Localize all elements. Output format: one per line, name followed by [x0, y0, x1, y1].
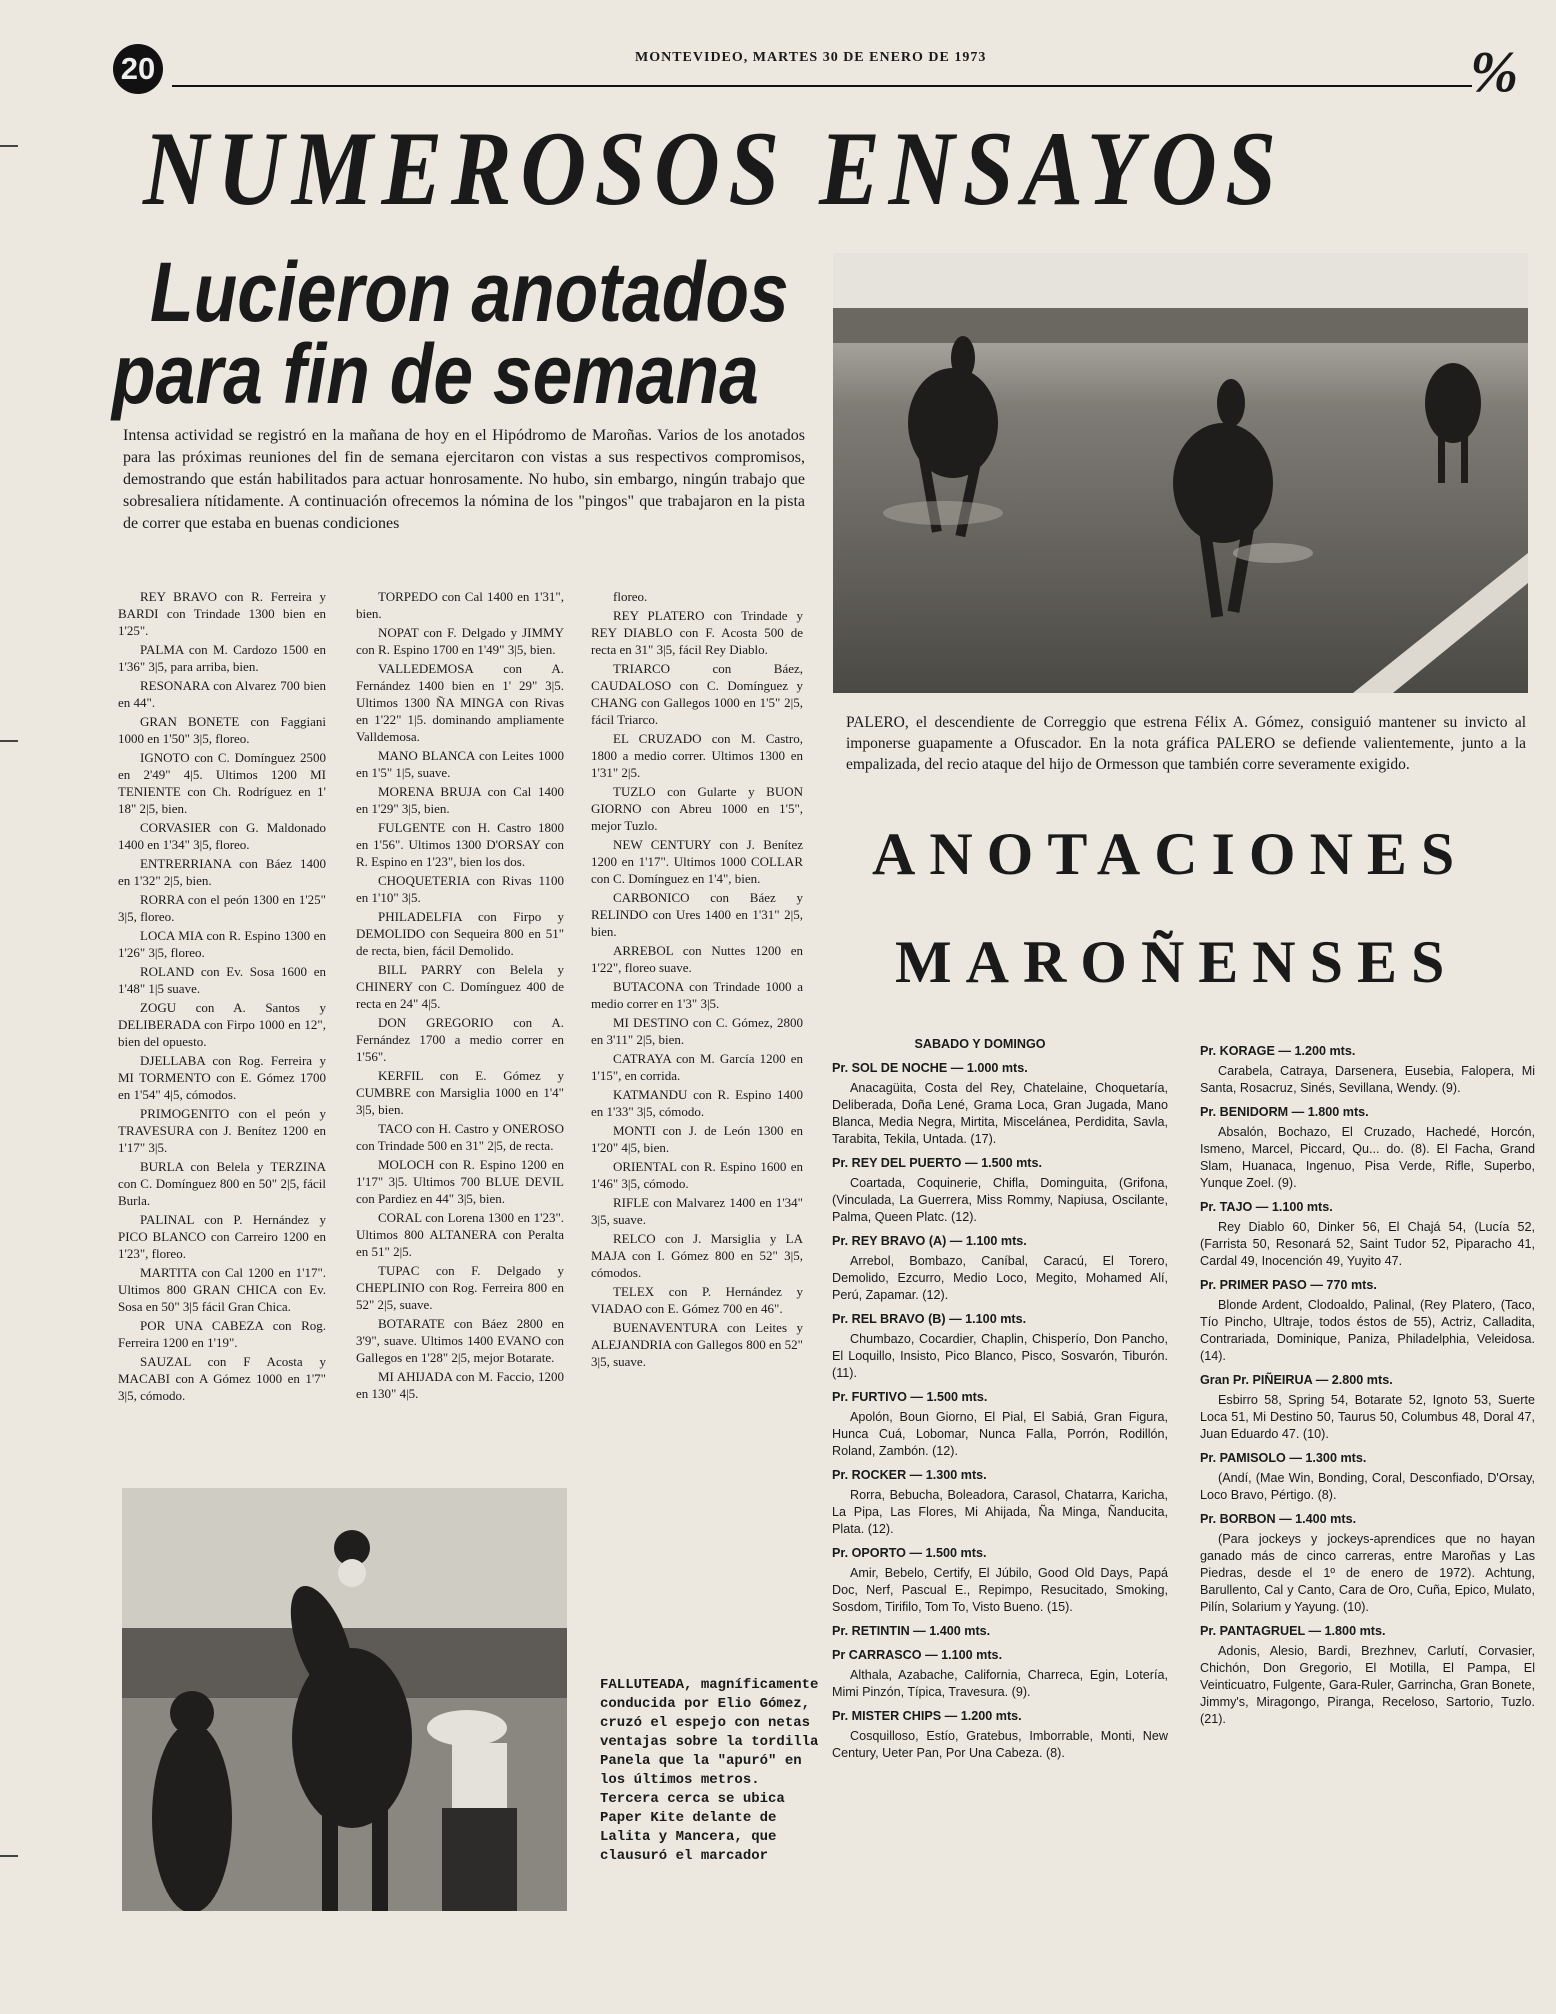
workout-entry: MOLOCH con R. Espino 1200 en 1'17" 3|5. Ultimos 700 BLUE DEVIL con Pardiez en 44" 3|5, bien.	[356, 1157, 564, 1206]
race-photo	[833, 253, 1528, 693]
workouts-column-1	[118, 588, 326, 1406]
section-title-line1: ANOTACIONES	[872, 821, 1469, 887]
race-photo-caption: PALERO, el descendiente de Correggio que estrena Félix A. Gómez, consiguió mantener su invicto al imponerse guapamente a Ofuscador. En la nota gráfica PALERO se defiende valientemente, junto a la empalizada, del recio ataque del hijo de Ormesson que también corre severamente exigido.	[846, 714, 1526, 773]
workout-entry: SAUZAL con F Acosta y MACABI con A Gómez 1000 en 1'7" 3|5, cómodo.	[118, 1354, 326, 1403]
race-entries: Absalón, Bochazo, El Cruzado, Hachedé, Horcón, Ismeno, Marcel, Piccard, Qu... do. (8). El Facha, Grand Slam, Huanaca, Ingenuo, Pisa Verde, Rifle, Superbo, Yunque Zoel. (9).	[1200, 1125, 1535, 1190]
race-title: Pr. MISTER CHIPS — 1.200 mts.	[832, 1709, 1022, 1723]
header-rule	[172, 85, 1472, 87]
race-title: Pr. REL BRAVO (B) — 1.100 mts.	[832, 1312, 1027, 1326]
race-entries: Adonis, Alesio, Bardi, Brezhnev, Carlutí, Corvasier, Chichón, Don Gregorio, El Motilla, El Pampa, El Veinticuatro, Fulgente, Gara-Ruler, Garrincha, Gran Bonete, Jimmy's, Miragongo, Piranga, Receloso, Sartorio, Tuzlo. (21).	[1200, 1644, 1535, 1726]
workout-entry: RELCO con J. Marsiglia y LA MAJA con I. Gómez 800 en 52" 3|5, cómodos.	[591, 1231, 803, 1280]
workout-entry: TRIARCO con Báez, CAUDALOSO con C. Domínguez y CHANG con Gallegos 1000 en 1'5" 2|5, fácil Triarco.	[591, 661, 803, 727]
workout-entry: LOCA MIA con R. Espino 1300 en 1'26" 3|5, floreo.	[118, 928, 326, 960]
workout-entry: TUPAC con F. Delgado y CHEPLINIO con Rog. Ferreira 800 en 52" 2|5, suave.	[356, 1263, 564, 1312]
race-title: Pr. RETINTIN — 1.400 mts.	[832, 1624, 991, 1638]
workout-entry: VALLEDEMOSA con A. Fernández 1400 bien en 1' 29" 3|5. Ultimos 1300 ÑA MINGA con Rivas en 1'22" 1|5. dominando ampliamente Valldemosa.	[356, 661, 564, 744]
workout-entry: REY PLATERO con Trindade y REY DIABLO con F. Acosta 500 de recta en 31" 3|5, fácil Rey Diablo.	[591, 608, 803, 657]
workout-entry: BUTACONA con Trindade 1000 a medio correr en 1'3" 3|5.	[591, 979, 803, 1011]
race-entries: Rey Diablo 60, Dinker 56, El Chajá 54, (Lucía 52, (Farrista 50, Resonará 52, Saint Tudor 52, Piparacho 41, Cardal 49, Inocención 49, Yuyito 47.	[1200, 1220, 1535, 1268]
race-entries: (Andí, (Mae Win, Bonding, Coral, Desconfiado, D'Orsay, Loco Bravo, Pértigo. (8).	[1200, 1471, 1535, 1502]
intro-paragraph: Intensa actividad se registró en la mañana de hoy en el Hipódromo de Maroñas. Varios de los anotados para las próximas reuniones del fin de semana ejercitaron con vistas a sus respectivos compromisos, demostrando que están habilitados para actuar honrosamente. No hubo, sin embargo, ningún trabajo que sobresaliera nítidamente. A continuación ofrecemos la nómina de los "pingos" que trabajaron en la pista de correr que estaba en buenas condiciones	[123, 427, 805, 532]
workout-entry: ZOGU con A. Santos y DELIBERADA con Firpo 1000 en 12", bien del opuesto.	[118, 1000, 326, 1049]
entries-day-heading: SABADO Y DOMINGO	[914, 1037, 1046, 1051]
workout-entry: BOTARATE con Báez 2800 en 3'9", suave. Ultimos 1400 EVANO con Gallegos en 1'28" 2|5, mejor Botarate.	[356, 1316, 564, 1365]
headline: NUMEROSOS ENSAYOS	[143, 110, 1285, 227]
section-title-line2: MAROÑENSES	[895, 929, 1459, 995]
race-title: Pr. BORBON — 1.400 mts.	[1200, 1512, 1357, 1526]
race-entries: Blonde Ardent, Clodoaldo, Palinal, (Rey Platero, (Taco, Tío Pincho, Ultraje, todos éstos de 55), Actriz, Calladita, Contrariada, Dominique, Paniza, Philadelphia, Veleidosa. (14).	[1200, 1298, 1535, 1363]
workout-entry: MONTI con J. de León 1300 en 1'20" 4|5, bien.	[591, 1123, 803, 1155]
race-title: Pr. KORAGE — 1.200 mts.	[1200, 1044, 1356, 1058]
workout-entry: ORIENTAL con R. Espino 1600 en 1'46" 3|5, cómodo.	[591, 1159, 803, 1191]
workout-entry: RESONARA con Alvarez 700 bien en 44".	[118, 678, 326, 710]
race-entries: Cosquilloso, Estío, Gratebus, Imborrable, Monti, New Century, Ueter Pan, Por Una Cabeza. (8).	[832, 1729, 1168, 1760]
race-entries: Arrebol, Bombazo, Caníbal, Caracú, El Torero, Demolido, Ezcurro, Medio Loco, Megito, Mohamed Alí, Perú, Zapamar. (12).	[832, 1254, 1168, 1302]
workout-entry: PRIMOGENITO con el peón y TRAVESURA con J. Benítez 1200 en 1'17" 3|5.	[118, 1106, 326, 1155]
race-entries: Rorra, Bebucha, Boleadora, Carasol, Chatarra, Karicha, La Pipa, Las Flores, Mi Ahijada, Ña Minga, Ñanducita, Plata. (12).	[832, 1488, 1168, 1536]
race-entries: Esbirro 58, Spring 54, Botarate 52, Ignoto 53, Suerte Loca 51, Mi Destino 50, Taurus 50, Columbus 48, Doral 47, Juan Eduardo 47. (10).	[1200, 1393, 1535, 1441]
race-title: Pr. ROCKER — 1.300 mts.	[832, 1468, 987, 1482]
workout-entry: MANO BLANCA con Leites 1000 en 1'5" 1|5, suave.	[356, 748, 564, 780]
workout-entry: FULGENTE con H. Castro 1800 en 1'56". Ultimos 1300 D'ORSAY con R. Espino en 1'23", bien los dos.	[356, 820, 564, 869]
workout-entry: MARTITA con Cal 1200 en 1'17". Ultimos 800 GRAN CHICA con Ev. Sosa en 50" 3|5 fácil Gran Chica.	[118, 1265, 326, 1314]
race-entries: Carabela, Catraya, Darsenera, Eusebia, Falopera, Mi Santa, Rosacruz, Sinés, Sevillana, Wendy. (9).	[1200, 1064, 1535, 1095]
workout-entry: MI AHIJADA con M. Faccio, 1200 en 130" 4|5.	[356, 1369, 564, 1401]
workout-entry: EL CRUZADO con M. Castro, 1800 a medio correr. Ultimos 1300 en 1'31" 2|5.	[591, 731, 803, 780]
workouts-column-2	[356, 588, 564, 1404]
workout-entry: ARREBOL con Nuttes 1200 en 1'22", floreo suave.	[591, 943, 803, 975]
margin-mark	[0, 1855, 18, 1857]
subheadline-line1: Lucieron anotados	[150, 245, 789, 339]
page-number: 20	[113, 44, 163, 94]
workout-entry: CHOQUETERIA con Rivas 1100 en 1'10" 3|5.	[356, 873, 564, 905]
race-title: Pr CARRASCO — 1.100 mts.	[832, 1648, 1003, 1662]
workout-entry: PALINAL con P. Hernández y PICO BLANCO con Carreiro 1200 en 1'23", floreo.	[118, 1212, 326, 1261]
workouts-column-3	[591, 588, 803, 1372]
workout-entry: BILL PARRY con Belela y CHINERY con C. Domínguez 400 de recta en 24" 4|5.	[356, 962, 564, 1011]
race-entries: Althala, Azabache, California, Charreca, Egin, Lotería, Mimi Pinzón, Típica, Travesura. (9).	[832, 1668, 1168, 1699]
workout-entry: IGNOTO con C. Domínguez 2500 en 2'49" 4|5. Ultimos 1200 MI TENIENTE con Ch. Rodríguez en 1' 18" 2|5, bien.	[118, 750, 326, 816]
workout-entry: RORRA con el peón 1300 en 1'25" 3|5, floreo.	[118, 892, 326, 924]
race-title: Pr. PAMISOLO — 1.300 mts.	[1200, 1451, 1367, 1465]
workout-entry: TELEX con P. Hernández y VIADAO con E. Gómez 700 en 46".	[591, 1284, 803, 1316]
workout-entry: CATRAYA con M. García 1200 en 1'15", en corrida.	[591, 1051, 803, 1083]
race-title: Pr. BENIDORM — 1.800 mts.	[1200, 1105, 1369, 1119]
workout-entry: ROLAND con Ev. Sosa 1600 en 1'48" 1|5 suave.	[118, 964, 326, 996]
workout-entry: DJELLABA con Rog. Ferreira y MI TORMENTO con E. Gómez 1700 en 1'54" 4|5, cómodos.	[118, 1053, 326, 1102]
dateline: MONTEVIDEO, MARTES 30 DE ENERO DE 1973	[635, 50, 987, 65]
workout-entry: MORENA BRUJA con Cal 1400 en 1'29" 3|5, bien.	[356, 784, 564, 816]
race-title: Pr. SOL DE NOCHE — 1.000 mts.	[832, 1061, 1028, 1075]
workout-entry: BUENAVENTURA con Leites y ALEJANDRIA con Gallegos 800 en 52" 3|5, suave.	[591, 1320, 803, 1369]
workout-entry: MI DESTINO con C. Gómez, 2800 en 3'11" 2|5, bien.	[591, 1015, 803, 1047]
race-entries: Amir, Bebelo, Certify, El Júbilo, Good Old Days, Papá Doc, Nerf, Pascual E., Repimpo, Resucitado, Smoking, Sosdom, Tirifilo, Tom To, Visto Bueno. (15).	[832, 1566, 1168, 1614]
workout-entry: floreo.	[613, 589, 648, 604]
race-title: Pr. FURTIVO — 1.500 mts.	[832, 1390, 988, 1404]
workout-entry: NEW CENTURY con J. Benítez 1200 en 1'17". Ultimos 1000 COLLAR con C. Domínguez en 1'4", bien.	[591, 837, 803, 886]
workout-entry: NOPAT con F. Delgado y JIMMY con R. Espino 1700 en 1'49" 3|5, bien.	[356, 625, 564, 657]
workout-entry: CORVASIER con G. Maldonado 1400 en 1'34" 3|5, floreo.	[118, 820, 326, 852]
race-entries: Apolón, Boun Giorno, El Pial, El Sabiá, Gran Figura, Hunca Cuá, Lobomar, Nunca Falla, Porrón, Rodillón, Roland, Zambón. (12).	[832, 1410, 1168, 1458]
winner-photo-caption: FALLUTEADA, magníficamente conducida por Elio Gómez, cruzó el espejo con netas ventajas sobre la tordilla Panela que la "apuró" en los últimos metros. Tercera cerca se ubica Paper Kite delante de Lalita y Mancera, que clausuró el marcador	[600, 1677, 819, 1864]
race-title: Pr. PRIMER PASO — 770 mts.	[1200, 1278, 1377, 1292]
workout-entry: TORPEDO con Cal 1400 en 1'31", bien.	[356, 589, 564, 621]
workout-entry: DON GREGORIO con A. Fernández 1700 a medio correr en 1'56".	[356, 1015, 564, 1064]
workout-entry: PALMA con M. Cardozo 1500 en 1'36" 3|5, para arriba, bien.	[118, 642, 326, 674]
race-title: Gran Pr. PIÑEIRUA — 2.800 mts.	[1200, 1373, 1393, 1387]
newspaper-logo: %	[1470, 39, 1519, 104]
workout-entry: CORAL con Lorena 1300 en 1'23". Ultimos 800 ALTANERA con Peralta en 51" 2|5.	[356, 1210, 564, 1259]
winner-photo	[122, 1488, 567, 1911]
race-entries: Anacagüita, Costa del Rey, Chatelaine, Choquetaría, Deliberada, Doña Lené, Grama Loca, Gran Jugada, Mano Blanca, Media Negra, Mirtita, Misceláneа, Perdidita, Savla, Tarabita, Tekila, Untada. (17).	[832, 1081, 1168, 1146]
workout-entry: RIFLE con Malvarez 1400 en 1'34" 3|5, suave.	[591, 1195, 803, 1227]
race-title: Pr. OPORTO — 1.500 mts.	[832, 1546, 987, 1560]
race-title: Pr. TAJO — 1.100 mts.	[1200, 1200, 1333, 1214]
workout-entry: TUZLO con Gularte y BUON GIORNO con Abreu 1000 en 1'5", mejor Tuzlo.	[591, 784, 803, 833]
entries-right-column	[1200, 1036, 1535, 1728]
race-title: Pr. REY DEL PUERTO — 1.500 mts.	[832, 1156, 1042, 1170]
race-title: Pr. PANTAGRUEL — 1.800 mts.	[1200, 1624, 1386, 1638]
workout-entry: CARBONICO con Báez y RELINDO con Ures 1400 en 1'31" 2|5, bien.	[591, 890, 803, 939]
workout-entry: BURLA con Belela y TERZINA con C. Domínguez 800 en 50" 2|5, fácil Burla.	[118, 1159, 326, 1208]
race-entries: Chumbazo, Cocardier, Chaplin, Chisperío, Don Pancho, El Loquillo, Insisto, Pico Blanco, Pisco, Sosvarón, Tiburón. (11).	[832, 1332, 1168, 1380]
workout-entry: KATMANDU con R. Espino 1400 en 1'33" 3|5, cómodo.	[591, 1087, 803, 1119]
workout-entry: PHILADELFIA con Firpo y DEMOLIDO con Sequeira 800 en 51" de recta, bien, fácil Demolido.	[356, 909, 564, 958]
margin-mark	[0, 740, 18, 742]
workout-entry: GRAN BONETE con Faggiani 1000 en 1'50" 3|5, floreo.	[118, 714, 326, 746]
subheadline-line2: para fin de semana	[112, 327, 759, 421]
margin-mark	[0, 145, 18, 147]
workout-entry: TACO con H. Castro y ONEROSO con Trindade 500 en 31" 2|5, de recta.	[356, 1121, 564, 1153]
race-title: Pr. REY BRAVO (A) — 1.100 mts.	[832, 1234, 1027, 1248]
entries-left-column	[832, 1036, 1168, 1762]
race-entries: (Para jockeys y jockeys-aprendices que no hayan ganado más de cinco carreras, entre Maroñas y Las Piedras, desde el 1º de enero de 1972). Achtung, Barullento, Cal y Canto, Cara de Oro, Cuña, Epico, Mulato, Pilín, Solarium y Yayung. (10).	[1200, 1532, 1535, 1614]
workout-entry: ENTRERRIANA con Báez 1400 en 1'32" 2|5, bien.	[118, 856, 326, 888]
race-entries: Coartada, Coquinerie, Chifla, Dominguita, (Grifona, (Vinculada, La Guerrera, Miss Rommy, Napiusa, Oscilante, Palma, Queen Platc. (12).	[832, 1176, 1168, 1224]
workout-entry: POR UNA CABEZA con Rog. Ferreira 1200 en 1'19".	[118, 1318, 326, 1350]
workout-entry: KERFIL con E. Gómez y CUMBRE con Marsiglia 1000 en 1'4" 3|5, bien.	[356, 1068, 564, 1117]
workout-entry: REY BRAVO con R. Ferreira y BARDI con Trindade 1300 bien en 1'25".	[118, 589, 326, 638]
